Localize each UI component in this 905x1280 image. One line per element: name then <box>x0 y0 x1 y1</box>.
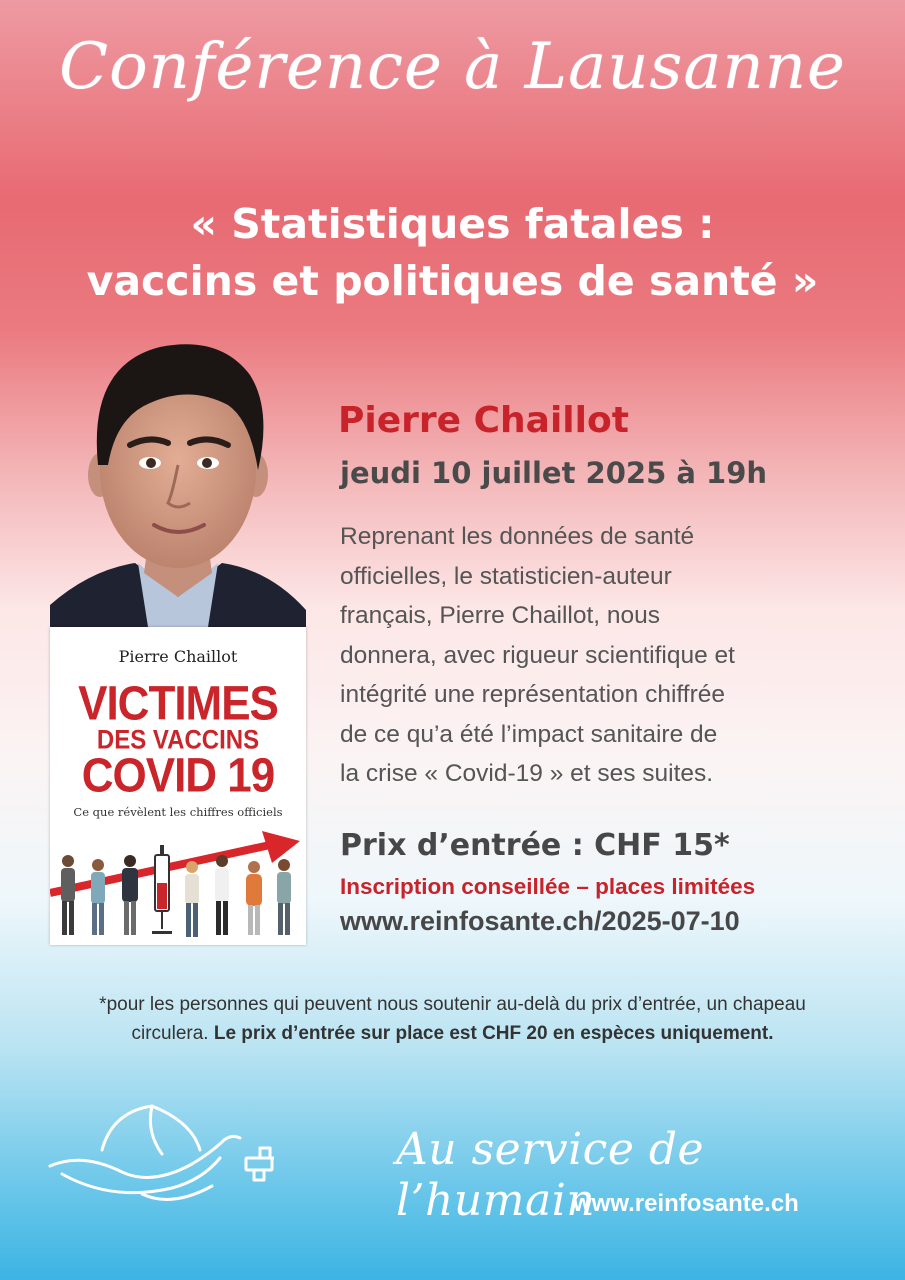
dove-cross-icon <box>42 1102 274 1212</box>
book-title-line-2: DES VACCINS <box>96 725 260 756</box>
registration-notice: Inscription conseillée – places limitées <box>340 874 756 899</box>
event-description <box>340 517 840 794</box>
description-line: de ce qu’a été l’impact sanitaire de <box>340 720 718 748</box>
talk-headline <box>0 196 905 310</box>
description-line: officielles, le statisticien-auteur <box>340 562 672 590</box>
event-date: jeudi 10 juillet 2025 à 19h <box>340 456 768 490</box>
people-figures <box>61 845 291 937</box>
book-illustration <box>50 823 306 945</box>
footnote-line-2 <box>40 1019 865 1048</box>
description-line: donnera, avec rigueur scientifique et <box>340 641 735 669</box>
headline-line-2: vaccins et politiques de santé » <box>86 257 819 305</box>
description-line: la crise « Covid-19 » et ses suites. <box>340 760 714 787</box>
conference-title: Conférence à Lausanne <box>59 30 846 104</box>
footer-tagline: Au service de l’humain <box>396 1124 705 1226</box>
event-link[interactable]: www.reinfosante.ch/2025-07-10 <box>340 906 740 936</box>
description-line: Reprenant les données de santé <box>340 523 695 550</box>
headline-line-1: « Statistiques fatales : <box>190 200 715 248</box>
speaker-portrait <box>50 325 306 627</box>
website-link[interactable]: www.reinfosante.ch <box>573 1190 799 1217</box>
book-subtitle: Ce que révèlent les chiffres officiels <box>73 805 283 819</box>
book-title-line-1: VICTIMES <box>78 676 278 731</box>
footnote-line-1: *pour les personnes qui peuvent nous soutenir au-delà du prix d’entrée, un chapeau <box>99 994 806 1015</box>
description-line: intégrité une représentation chiffrée <box>340 681 725 708</box>
book-author: Pierre Chaillot <box>118 647 238 666</box>
footnote-plain: circulera. <box>131 1023 214 1044</box>
description-line: français, Pierre Chaillot, nous <box>340 602 661 629</box>
book-title-line-3: COVID 19 <box>81 748 275 803</box>
entry-price: Prix d’entrée : CHF 15* <box>340 828 730 863</box>
book-cover <box>50 627 306 945</box>
speaker-name: Pierre Chaillot <box>338 400 629 441</box>
footnote-bold: Le prix d’entrée sur place est CHF 20 en espèces uniquement. <box>213 1023 774 1044</box>
price-footnote <box>40 990 865 1048</box>
